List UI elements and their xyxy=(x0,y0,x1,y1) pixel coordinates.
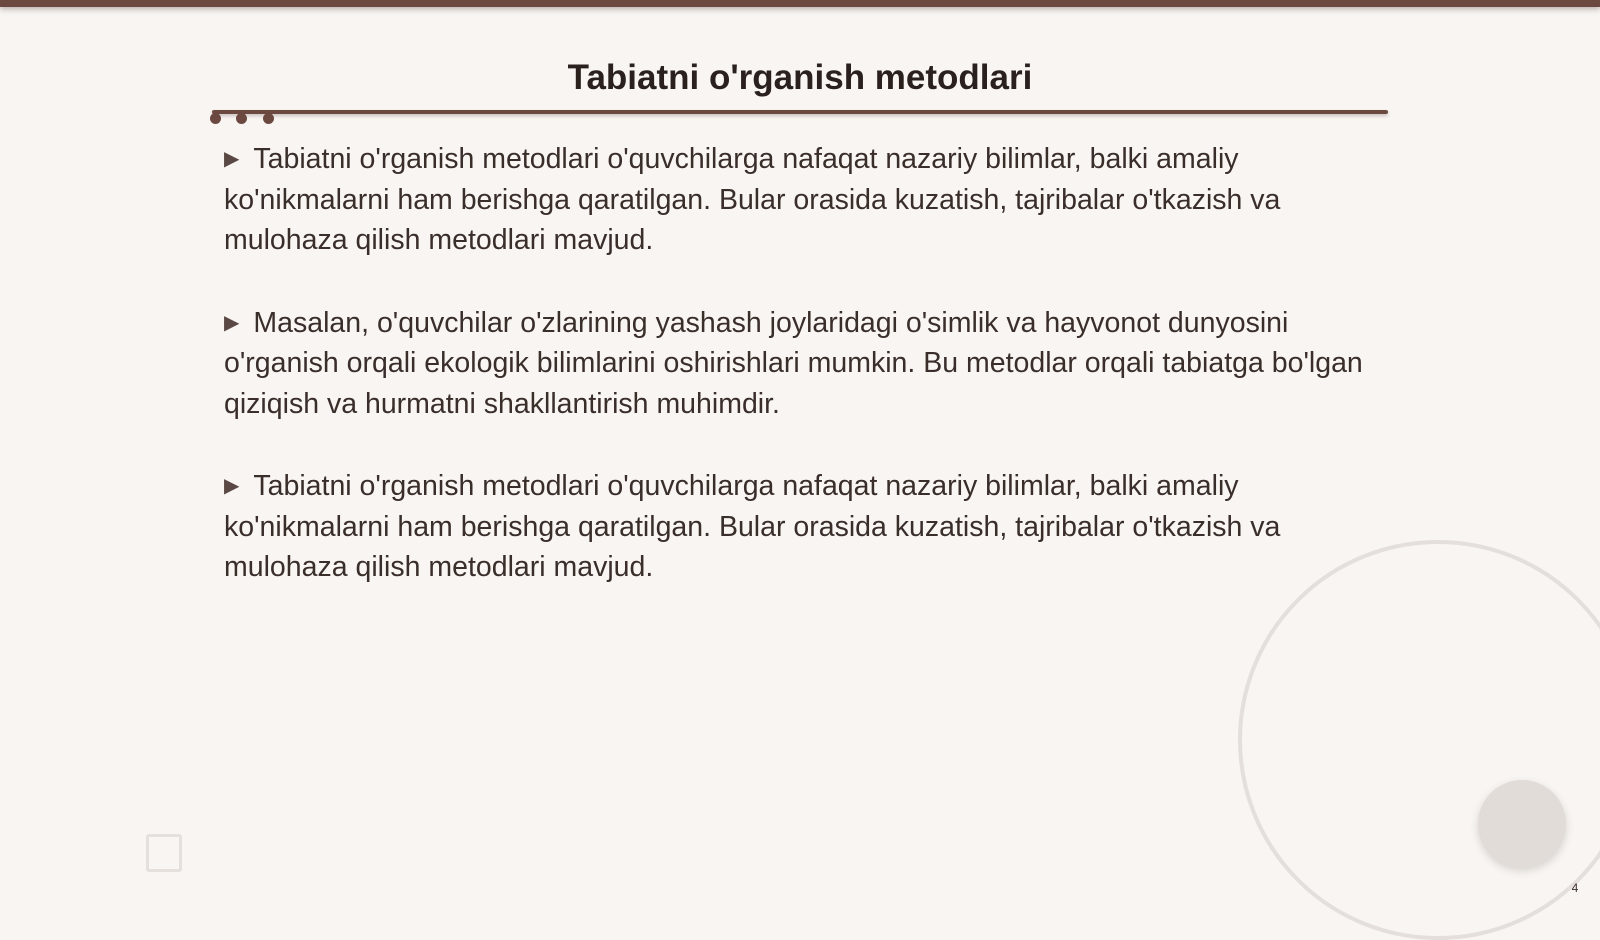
triangle-right-icon: ▶ xyxy=(224,311,240,334)
page-number: 4 xyxy=(1571,881,1579,895)
bullet-paragraph xyxy=(224,303,1384,425)
triangle-right-icon: ▶ xyxy=(224,148,240,170)
paragraph-text: Masalan, o'quvchilar o'zlarining yashash joylaridagi o'simlik va hayvonot dunyosini o'rganish orqali ekologik bilimlarini oshirishlari mumkin. Bu metodlar orqali tabiatga bo'lgan qiziqish va hurmatni shakllantirish muhimdir. xyxy=(224,306,1363,420)
underline-dot xyxy=(236,113,247,124)
decorative-square xyxy=(146,834,182,872)
slide-body xyxy=(224,139,1384,630)
bullet-paragraph xyxy=(224,466,1384,588)
decorative-disc xyxy=(1478,780,1566,868)
top-accent-band xyxy=(0,0,1600,7)
paragraph-text: Tabiatni o'rganish metodlari o'quvchilarga nafaqat nazariy bilimlar, balki amaliy ko'nikmalarni ham berishga qaratilgan. Bular orasida kuzatish, tajribalar o'tkazish va mulohaza qilish metodlari mavjud. xyxy=(224,143,1281,256)
underline-dot xyxy=(210,113,221,124)
underline-dot xyxy=(263,113,274,124)
title-underline xyxy=(212,110,1388,114)
slide-title: Tabiatni o'rganish metodlari xyxy=(567,58,1033,97)
paragraph-text: Tabiatni o'rganish metodlari o'quvchilarga nafaqat nazariy bilimlar, balki amaliy ko'nikmalarni ham berishga qaratilgan. Bular orasida kuzatish, tajribalar o'tkazish va mulohaza qilish metodlari mavjud. xyxy=(224,470,1281,583)
bullet-paragraph xyxy=(224,139,1384,261)
triangle-right-icon: ▶ xyxy=(224,475,240,497)
